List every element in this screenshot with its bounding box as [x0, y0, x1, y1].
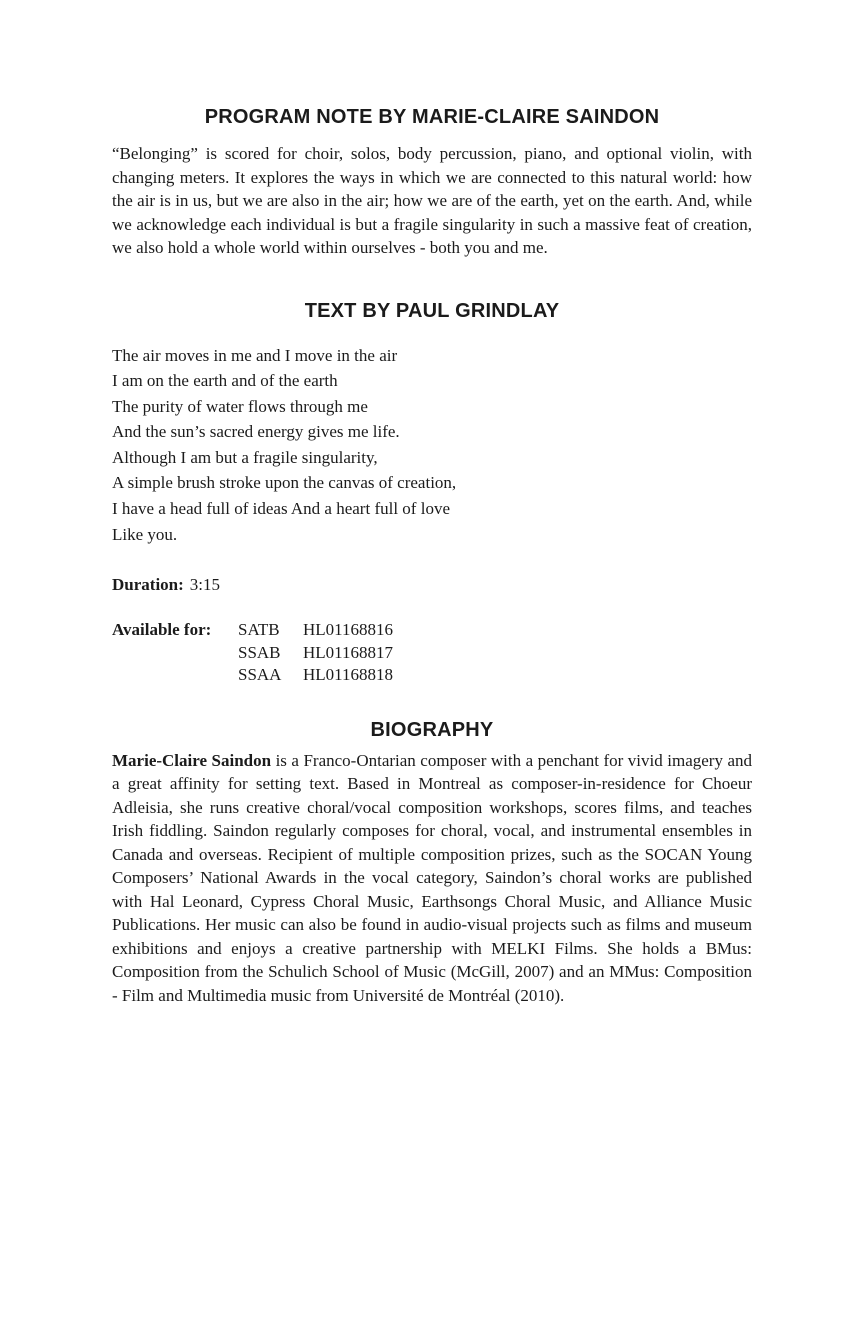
text-by-heading: TEXT BY PAUL GRINDLAY [304, 299, 560, 322]
available-for-label: Available for: [112, 620, 212, 640]
voicing-label: SSAB [238, 642, 281, 662]
duration-label: Duration: [112, 575, 184, 595]
available-for-block [112, 619, 752, 687]
poem-text [112, 343, 752, 548]
biography-paragraph [112, 749, 752, 1008]
catalog-number: HL01168816 [303, 620, 394, 640]
available-for-row [238, 642, 393, 665]
biography-body: is a Franco-Ontarian composer with a penchant for vivid imagery and a great affinity for setting text. Based in Montreal as composer-in-residence for Choeur Adleisia, she runs creative choral/vocal composition workshops, scores films, and teaches Irish fiddling. Saindon regularly composes for choral, vocal, and instrumental ensembles in Canada and overseas. Recipient of multiple composition prizes, such as the SOCAN Young Composers’ National Awards in the vocal category, Saindon’s choral works are published with Hal Leonard, Cypress Choral Music, Earthsongs Choral Music, and Alliance Music Publications. Her music can also be found in audio-visual projects such as films and museum exhibitions and enjoys a creative partnership with MELKI Films. She holds a BMus: Composition from the Schulich School of Music (McGill, 2007) and an MMus: Composition - Film and Multimedia music from Université de Montréal (2010). [112, 750, 752, 1005]
poem-line: I have a head full of ideas And a heart full of love [112, 499, 450, 519]
poem-line: Although I am but a fragile singularity, [112, 447, 378, 467]
program-note-paragraph: “Belonging” is scored for choir, solos, body percussion, piano, and optional violin, with changing meters. It explores the ways in which we are connected to this natural world: how the air is in us, but we are also in the air; how we are of the earth, yet on the earth. And, while we acknowledge each individual is but a fragile singularity in such a massive feat of creation, we also hold a whole world within ourselves - both you and me. [112, 144, 752, 257]
available-for-row [238, 619, 393, 642]
duration-value: 3:15 [189, 575, 221, 595]
voicing-label: SSAA [238, 665, 282, 685]
available-for-table [238, 619, 393, 687]
catalog-number: HL01168818 [303, 665, 394, 685]
poem-line: Like you. [112, 524, 178, 544]
poem-line: The purity of water flows through me [112, 396, 368, 416]
program-note-heading: PROGRAM NOTE BY MARIE-CLAIRE SAINDON [204, 106, 660, 128]
biography-name: Marie-Claire Saindon [112, 750, 272, 770]
poem-line: A simple brush stroke upon the canvas of creation, [112, 473, 457, 493]
voicing-label: SATB [238, 620, 280, 640]
poem-line: And the sun’s sacred energy gives me life. [112, 422, 400, 442]
poem-line: I am on the earth and of the earth [112, 371, 338, 391]
poem-line: The air moves in me and I move in the air [112, 345, 398, 365]
available-for-row [238, 664, 393, 687]
biography-heading: BIOGRAPHY [370, 718, 494, 741]
duration-row [112, 573, 752, 597]
catalog-number: HL01168817 [303, 642, 394, 662]
